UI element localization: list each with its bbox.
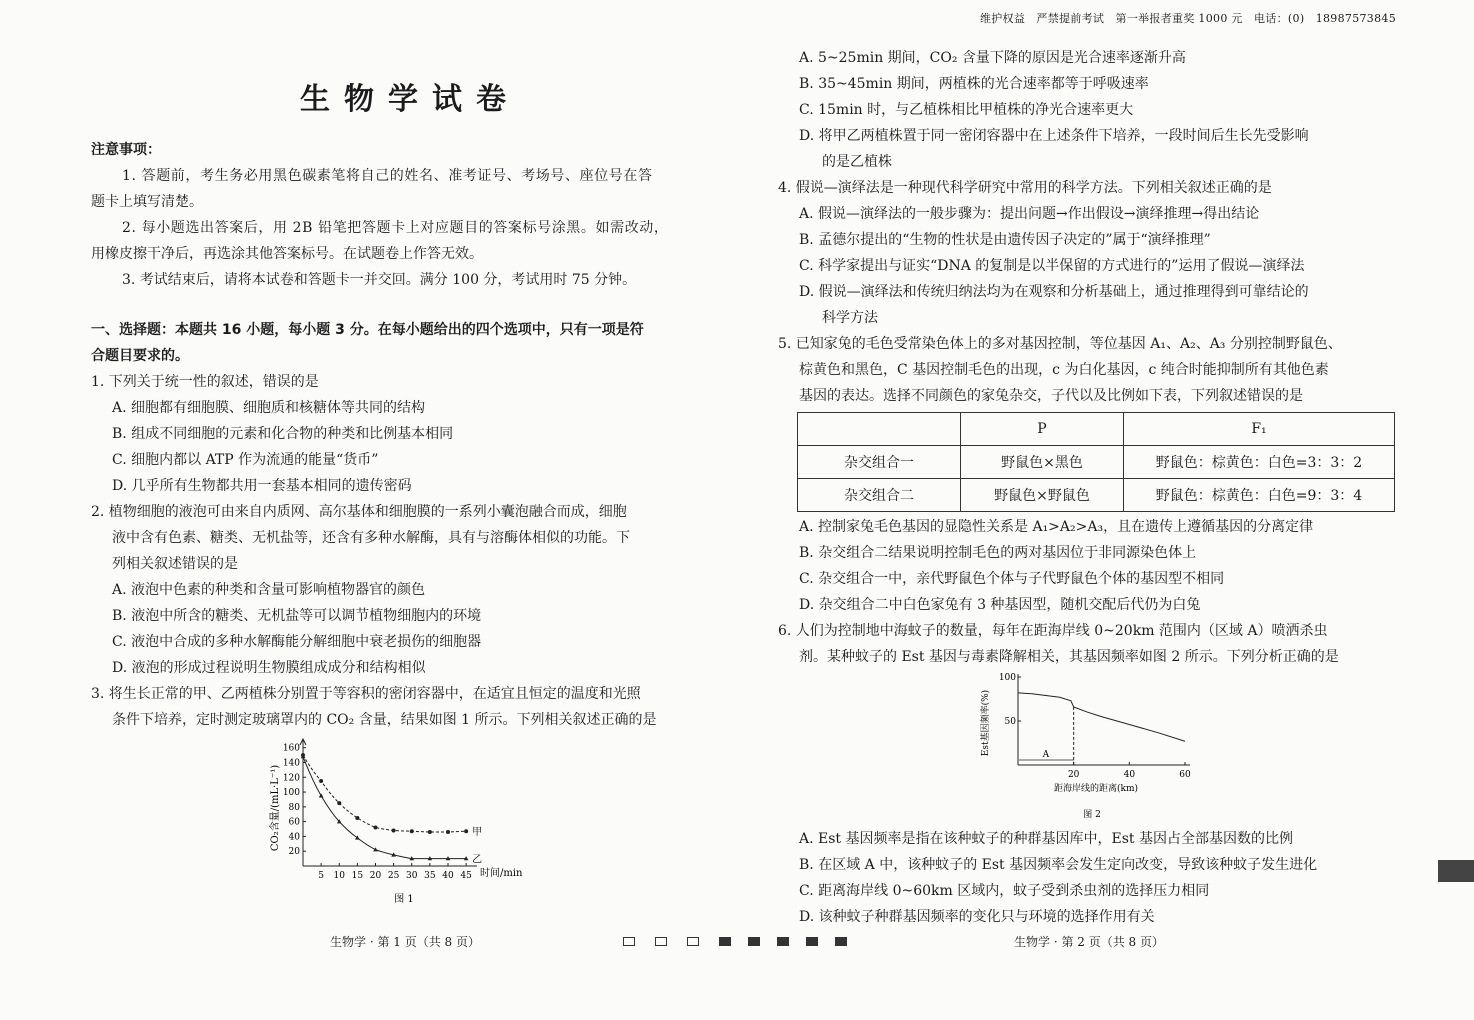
y-tick-label: 140 [282, 758, 300, 769]
x-tick-label: 20 [1067, 770, 1080, 780]
header-notice: 维护权益 严禁提前考试 第一举报者重奖 1000 元 电话：(0) 18987573845 [979, 12, 1396, 25]
page-footer: 生物学 · 第 2 页（共 8 页） [1014, 935, 1164, 949]
x-tick-label: 15 [351, 871, 364, 881]
y-tick-label: 120 [282, 773, 300, 784]
series-line-est [1018, 693, 1185, 741]
q4-option-a: A. 假说—演绎法的一般步骤为：提出问题→作出假设→演绎推理→得出结论 [799, 206, 1260, 222]
y-tick-label: 20 [288, 847, 300, 858]
figure-2-chart [975, 670, 1200, 825]
table-header-row [798, 413, 1395, 446]
series-label-甲: 甲 [472, 827, 483, 839]
question-6-stem: 剂。某种蚊子的 Est 基因与毒素降解相关，其基因频率如图 2 所示。下列分析正确的是 [799, 649, 1339, 665]
question-3-stem: 条件下培养，定时测定玻璃罩内的 CO₂ 含量，结果如图 1 所示。下列相关叙述正确的是 [112, 712, 657, 728]
data-point-甲 [355, 816, 359, 820]
data-point-乙 [355, 835, 360, 839]
genetics-table [797, 412, 1395, 512]
x-tick-label: 40 [442, 871, 454, 881]
q4-option-b: B. 孟德尔提出的“生物的性状是由遗传因子决定的”属于“演绎推理” [799, 232, 1211, 248]
section-heading: 一、选择题：本题共 16 小题，每小题 3 分。在每小题给出的四个选项中，只有一项是符 [91, 322, 644, 338]
question-5-stem: 5. 已知家兔的毛色受常染色体上的多对基因控制，等位基因 A₁、A₂、A₃ 分别控制野鼠色、 [778, 336, 1342, 352]
page-mark [719, 937, 731, 946]
question-4-stem: 4. 假说—演绎法是一种现代科学研究中常用的科学方法。下列相关叙述正确的是 [778, 180, 1272, 196]
x-tick-label: 20 [369, 871, 382, 881]
notice-heading: 注意事项： [91, 142, 161, 158]
y-tick-label: 100 [282, 788, 300, 799]
table-cell: 杂交组合一 [798, 446, 961, 479]
section-heading: 合题目要求的。 [91, 348, 189, 364]
q3-option-b: B. 35~45min 期间，两植株的光合速率都等于呼吸速率 [799, 76, 1149, 92]
x-tick-label: 10 [333, 871, 345, 881]
region-label: A [1042, 750, 1050, 760]
q5-option-a: A. 控制家兔毛色基因的显隐性关系是 A₁>A₂>A₃，且在遗传上遵循基因的分离定律 [799, 519, 1314, 535]
q5-option-b: B. 杂交组合二结果说明控制毛色的两对基因位于非同源染色体上 [799, 545, 1197, 561]
x-tick-label: 40 [1123, 770, 1136, 780]
series-line-甲 [303, 755, 466, 832]
q5-option-d: D. 杂交组合二中白色家兔有 3 种基因型，随机交配后代仍为白兔 [799, 597, 1201, 613]
table-header-cell: P [961, 413, 1124, 446]
figure-1-chart [262, 738, 542, 910]
y-tick-label: 50 [1004, 717, 1016, 727]
q2-option-b: B. 液泡中所含的糖类、无机盐等可以调节植物细胞内的环境 [112, 608, 482, 624]
data-point-甲 [337, 801, 341, 805]
y-axis-label: Est基因频率(%) [981, 689, 991, 757]
question-5-stem: 棕黄色和黑色，C 基因控制毛色的出现，c 为白化基因，c 纯合时能抑制所有其他色素 [799, 362, 1329, 378]
q6-option-d: D. 该种蚊子种群基因频率的变化只与环境的选择作用有关 [799, 909, 1155, 925]
x-tick-label: 5 [318, 871, 324, 881]
q3-option-c: C. 15min 时，与乙植株相比甲植株的净光合速率更大 [799, 102, 1134, 118]
y-tick-label: 40 [288, 832, 300, 843]
q4-option-c: C. 科学家提出与证实“DNA 的复制是以半保留的方式进行的”运用了假说—演绎法 [799, 258, 1305, 274]
table-cell: 野鼠色×黑色 [961, 446, 1124, 479]
table-row [798, 479, 1395, 512]
table-header-cell: F₁ [1124, 413, 1395, 446]
question-1-stem: 1. 下列关于统一性的叙述，错误的是 [91, 374, 319, 390]
y-axis-label: CO₂含量/(mL·L⁻¹) [270, 764, 281, 852]
q1-option-b: B. 组成不同细胞的元素和化合物的种类和比例基本相同 [112, 426, 454, 442]
q1-option-a: A. 细胞都有细胞膜、细胞质和核糖体等共同的结构 [112, 400, 426, 416]
q4-option-d: 科学方法 [822, 310, 878, 326]
notice-line: 1. 答题前，考生务必用黑色碳素笔将自己的姓名、准考证号、考场号、座位号在答 [122, 168, 653, 184]
x-axis-label: 时间/min [480, 868, 523, 879]
question-2-stem: 2. 植物细胞的液泡可由来自内质网、高尔基体和细胞膜的一系列小囊泡融合而成，细胞 [91, 504, 627, 520]
q3-option-d: D. 将甲乙两植株置于同一密闭容器中在上述条件下培养，一段时间后生长先受影响 [799, 128, 1309, 144]
question-6-stem: 6. 人们为控制地中海蚊子的数量，每年在距海岸线 0~20km 范围内（区域 A）喷洒杀虫 [778, 623, 1328, 639]
x-axis-label: 距海岸线的距离(km) [1053, 784, 1139, 794]
data-point-甲 [464, 829, 468, 833]
edge-tab [1438, 860, 1474, 882]
q3-option-d: 的是乙植株 [822, 154, 892, 170]
q5-option-c: C. 杂交组合一中，亲代野鼠色个体与子代野鼠色个体的基因型不相同 [799, 571, 1225, 587]
question-3-stem: 3. 将生长正常的甲、乙两植株分别置于等容积的密闭容器中，在适宜且恒定的温度和光照 [91, 686, 641, 702]
table-header-cell [798, 413, 961, 446]
data-point-甲 [446, 830, 450, 834]
table-row [798, 446, 1395, 479]
data-point-甲 [410, 829, 414, 833]
q1-option-c: C. 细胞内都以 ATP 作为流通的能量“货币” [112, 452, 379, 468]
q2-option-a: A. 液泡中色素的种类和含量可影响植物器官的颜色 [112, 582, 426, 598]
table-cell: 野鼠色×野鼠色 [961, 479, 1124, 512]
q4-option-d: D. 假说—演绎法和传统归纳法均为在观察和分析基础上，通过推理得到可靠结论的 [799, 284, 1309, 300]
x-tick-label: 30 [406, 871, 418, 881]
table-cell: 杂交组合二 [798, 479, 961, 512]
q3-option-a: A. 5~25min 期间，CO₂ 含量下降的原因是光合速率逐渐升高 [799, 50, 1186, 66]
x-tick-label: 60 [1179, 770, 1191, 780]
table-cell: 野鼠色：棕黄色：白色=9：3：4 [1124, 479, 1395, 512]
y-tick-label: 160 [282, 743, 300, 754]
notice-line: 3. 考试结束后，请将本试卷和答题卡一并交回。满分 100 分，考试用时 75 分钟。 [122, 272, 637, 288]
x-tick-label: 35 [424, 871, 436, 881]
data-point-甲 [374, 826, 378, 830]
notice-line: 用橡皮擦干净后，再选涂其他答案标号。在试题卷上作答无效。 [91, 246, 483, 262]
q2-option-d: D. 液泡的形成过程说明生物膜组成成分和结构相似 [112, 660, 426, 676]
page-mark [623, 937, 635, 946]
series-label-乙: 乙 [472, 854, 483, 866]
q6-option-c: C. 距离海岸线 0~60km 区域内，蚊子受到杀虫剂的选择压力相同 [799, 883, 1210, 899]
y-tick-label: 100 [998, 673, 1016, 683]
table-cell: 野鼠色：棕黄色：白色=3：3：2 [1124, 446, 1395, 479]
q2-option-c: C. 液泡中合成的多种水解酶能分解细胞中衰老损伤的细胞器 [112, 634, 482, 650]
q6-option-a: A. Est 基因频率是指在该种蚊子的种群基因库中，Est 基因占全部基因数的比例 [799, 831, 1293, 847]
figure-caption: 图 1 [394, 894, 414, 905]
question-2-stem: 列相关叙述错误的是 [112, 556, 238, 572]
question-2-stem: 液中含有色素、糖类、无机盐等，还含有多种水解酶，具有与溶酶体相似的功能。下 [112, 530, 630, 546]
q6-option-b: B. 在区域 A 中，该种蚊子的 Est 基因频率会发生定向改变，导致该种蚊子发生进化 [799, 857, 1318, 873]
page-title: 生物学试卷 [300, 82, 520, 117]
notice-line: 题卡上填写清楚。 [91, 194, 203, 210]
series-line-乙 [303, 757, 466, 859]
data-point-甲 [428, 830, 432, 834]
question-5-stem: 基因的表达。选择不同颜色的家兔杂交，子代以及比例如下表，下列叙述错误的是 [799, 388, 1303, 404]
x-tick-label: 25 [387, 871, 400, 881]
data-point-甲 [319, 779, 323, 783]
page-mark [687, 937, 699, 946]
figure-caption: 图 2 [1083, 810, 1101, 820]
q1-option-d: D. 几乎所有生物都共用一套基本相同的遗传密码 [112, 478, 412, 494]
page-footer: 生物学 · 第 1 页（共 8 页） [330, 935, 480, 949]
x-tick-label: 45 [460, 871, 472, 881]
data-point-甲 [392, 829, 396, 833]
y-tick-label: 80 [288, 802, 300, 813]
notice-line: 2. 每小题选出答案后，用 2B 铅笔把答题卡上对应题目的答案标号涂黑。如需改动， [122, 220, 669, 236]
page-mark [655, 937, 667, 946]
y-tick-label: 60 [288, 817, 300, 828]
